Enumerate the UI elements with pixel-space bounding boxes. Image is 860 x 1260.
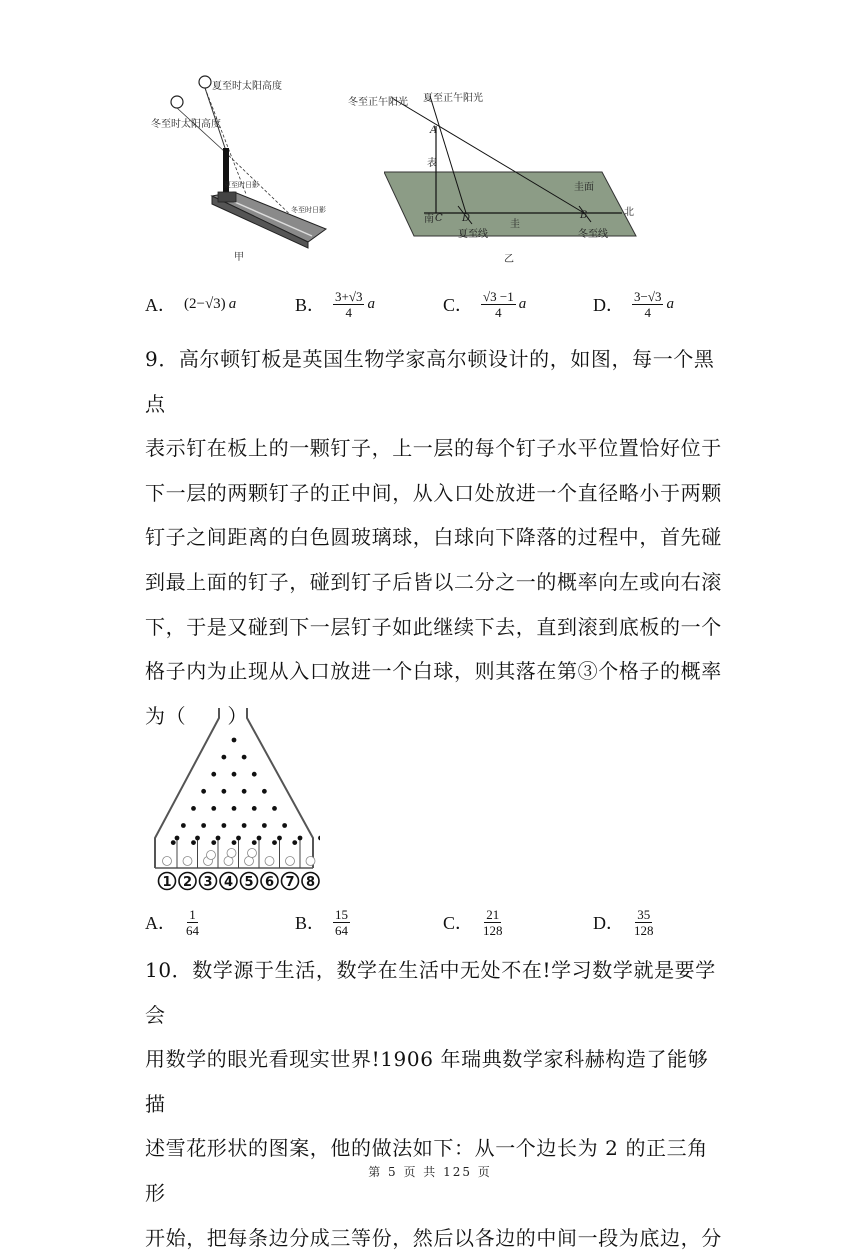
white-ball <box>286 857 295 866</box>
peg <box>242 789 247 794</box>
label-A: A <box>430 125 438 136</box>
peg <box>232 840 237 845</box>
option-a-expression: (2−√3) <box>184 295 226 312</box>
winter-sun-icon <box>171 96 183 108</box>
question-line: 格子内为止现从入口放进一个白球，则其落在第③个格子的概率 <box>145 659 722 684</box>
peg <box>232 772 237 777</box>
fraction: $\frac{35}{128}$ <box>634 906 654 938</box>
q9-option-a[interactable]: A． $\frac{1}{64}$ <box>145 906 199 938</box>
question-line: 开始，把每条边分成三等份，然后以各边的中间一段为底边，分 <box>145 1225 722 1250</box>
peg <box>298 836 303 841</box>
label-C: C <box>435 213 443 224</box>
peg <box>211 806 216 811</box>
label-pole: 表 <box>427 158 437 169</box>
figure-jia <box>150 64 330 264</box>
q8-option-a[interactable]: A． (2−√3) a <box>145 295 237 315</box>
peg <box>221 755 226 760</box>
peg <box>257 836 262 841</box>
slot-number-label: 5 <box>244 875 254 890</box>
question-line: 到最上面的钉子，碰到钉子后皆以二分之一的概率向左或向右滚 <box>145 569 722 594</box>
fraction: $\frac{1}{64}$ <box>186 906 199 938</box>
fraction: $\frac{3+√3}{4}$ <box>335 288 363 320</box>
peg <box>272 806 277 811</box>
question-line: 下，于是又碰到下一层钉子如此继续下去，直到滚到底板的一个 <box>145 614 722 639</box>
peg <box>181 823 186 828</box>
label-north: 北 <box>624 207 634 218</box>
peg <box>195 836 200 841</box>
peg <box>221 823 226 828</box>
peg <box>211 840 216 845</box>
summer-sun-icon <box>199 76 211 88</box>
q8-options <box>145 281 725 327</box>
peg <box>191 806 196 811</box>
white-ball <box>306 857 315 866</box>
peg <box>242 823 247 828</box>
label-summer-line: 夏至线 <box>458 229 488 240</box>
label-winter-sun: 冬至时太阳高度 <box>151 119 221 130</box>
white-ball <box>163 857 172 866</box>
question-line: 为（ ） <box>145 703 248 728</box>
caption-yi: 乙 <box>504 254 514 265</box>
peg <box>221 789 226 794</box>
peg <box>292 840 297 845</box>
peg <box>282 823 287 828</box>
slot-number-label: 4 <box>223 875 234 890</box>
label-winter-shadow: 冬至时日影 <box>291 206 326 214</box>
label-winter-line: 冬至线 <box>578 229 608 240</box>
question-line: 钉子之间距离的白色圆玻璃球，白球向下降落的过程中，首先碰 <box>145 525 722 550</box>
white-ball <box>265 857 274 866</box>
peg <box>232 806 237 811</box>
slot-number-label: 1 <box>162 875 172 890</box>
peg <box>216 836 221 841</box>
white-ball <box>227 849 236 858</box>
peg <box>175 836 180 841</box>
label-summer-noon: 夏至正午阳光 <box>423 93 483 104</box>
page-footer: 第 5 页 共 125 页 <box>368 1165 492 1179</box>
q9-option-b[interactable]: B． $\frac{15}{64}$ <box>295 906 349 938</box>
label-D: D <box>462 213 471 224</box>
fraction: $\frac{√3 -1}{4}$ <box>483 288 514 320</box>
galton-board-figure <box>150 708 320 893</box>
white-ball <box>248 849 257 858</box>
q9-options <box>145 899 725 945</box>
fraction: $\frac{15}{64}$ <box>335 906 349 938</box>
slot-number-label: 8 <box>305 875 316 890</box>
white-ball <box>183 857 192 866</box>
peg <box>171 840 176 845</box>
question-10 <box>145 948 725 1260</box>
q8-option-c[interactable]: C． $\frac{√3 -1}{4}$ a <box>443 288 527 320</box>
slot-number-label: 7 <box>285 875 295 890</box>
q9-option-c[interactable]: C． $\frac{21}{128}$ <box>443 906 503 938</box>
peg <box>236 836 241 841</box>
label-gui-face: 圭面 <box>574 182 594 193</box>
white-ball <box>207 851 216 860</box>
question-line: 述雪花形状的图案，他的做法如下：从一个边长为 2 的正三角形 <box>145 1136 708 1205</box>
label-summer-shadow: 夏至时日影 <box>224 181 259 189</box>
peg <box>211 772 216 777</box>
label-gui: 圭 <box>510 219 520 230</box>
fraction: $\frac{3-√3}{4}$ <box>634 288 662 320</box>
q9-option-d[interactable]: D． $\frac{35}{128}$ <box>593 906 654 938</box>
question-line: 9．高尔顿钉板是英国生物学家高尔顿设计的，如图，每一个黑点 <box>145 347 715 416</box>
question-line: 表示钉在板上的一颗钉子，上一层的每个钉子水平位置恰好位于 <box>145 436 722 461</box>
label-B: B <box>580 210 588 221</box>
q8-option-d[interactable]: D． $\frac{3-√3}{4}$ a <box>593 288 674 320</box>
label-south: 南 <box>424 214 434 225</box>
peg <box>252 840 257 845</box>
question-line: 用数学的眼光看现实世界!1906 年瑞典数学家科赫构造了能够描 <box>145 1047 709 1116</box>
peg <box>232 738 237 743</box>
peg <box>318 836 320 841</box>
peg <box>201 823 206 828</box>
slot-number-label: 6 <box>264 875 275 890</box>
slot-number-label: 3 <box>203 875 213 890</box>
peg <box>277 836 282 841</box>
label-winter-noon: 冬至正午阳光 <box>348 97 408 108</box>
peg <box>242 755 247 760</box>
question-9 <box>145 337 725 738</box>
question-line: 10．数学源于生活，数学在生活中无处不在!学习数学就是要学会 <box>145 958 716 1027</box>
peg <box>262 823 267 828</box>
q8-option-b[interactable]: B． $\frac{3+√3}{4}$ a <box>295 288 375 320</box>
peg <box>191 840 196 845</box>
question-line: 下一层的两颗钉子的正中间，从入口处放进一个直径略小于两颗 <box>145 480 722 505</box>
peg <box>252 806 257 811</box>
peg <box>201 789 206 794</box>
peg <box>262 789 267 794</box>
fraction: $\frac{21}{128}$ <box>483 906 503 938</box>
slot-number-label: 2 <box>182 875 193 890</box>
caption-jia: 甲 <box>234 252 244 263</box>
peg <box>272 840 277 845</box>
label-summer-sun: 夏至时太阳高度 <box>212 81 282 92</box>
peg <box>252 772 257 777</box>
